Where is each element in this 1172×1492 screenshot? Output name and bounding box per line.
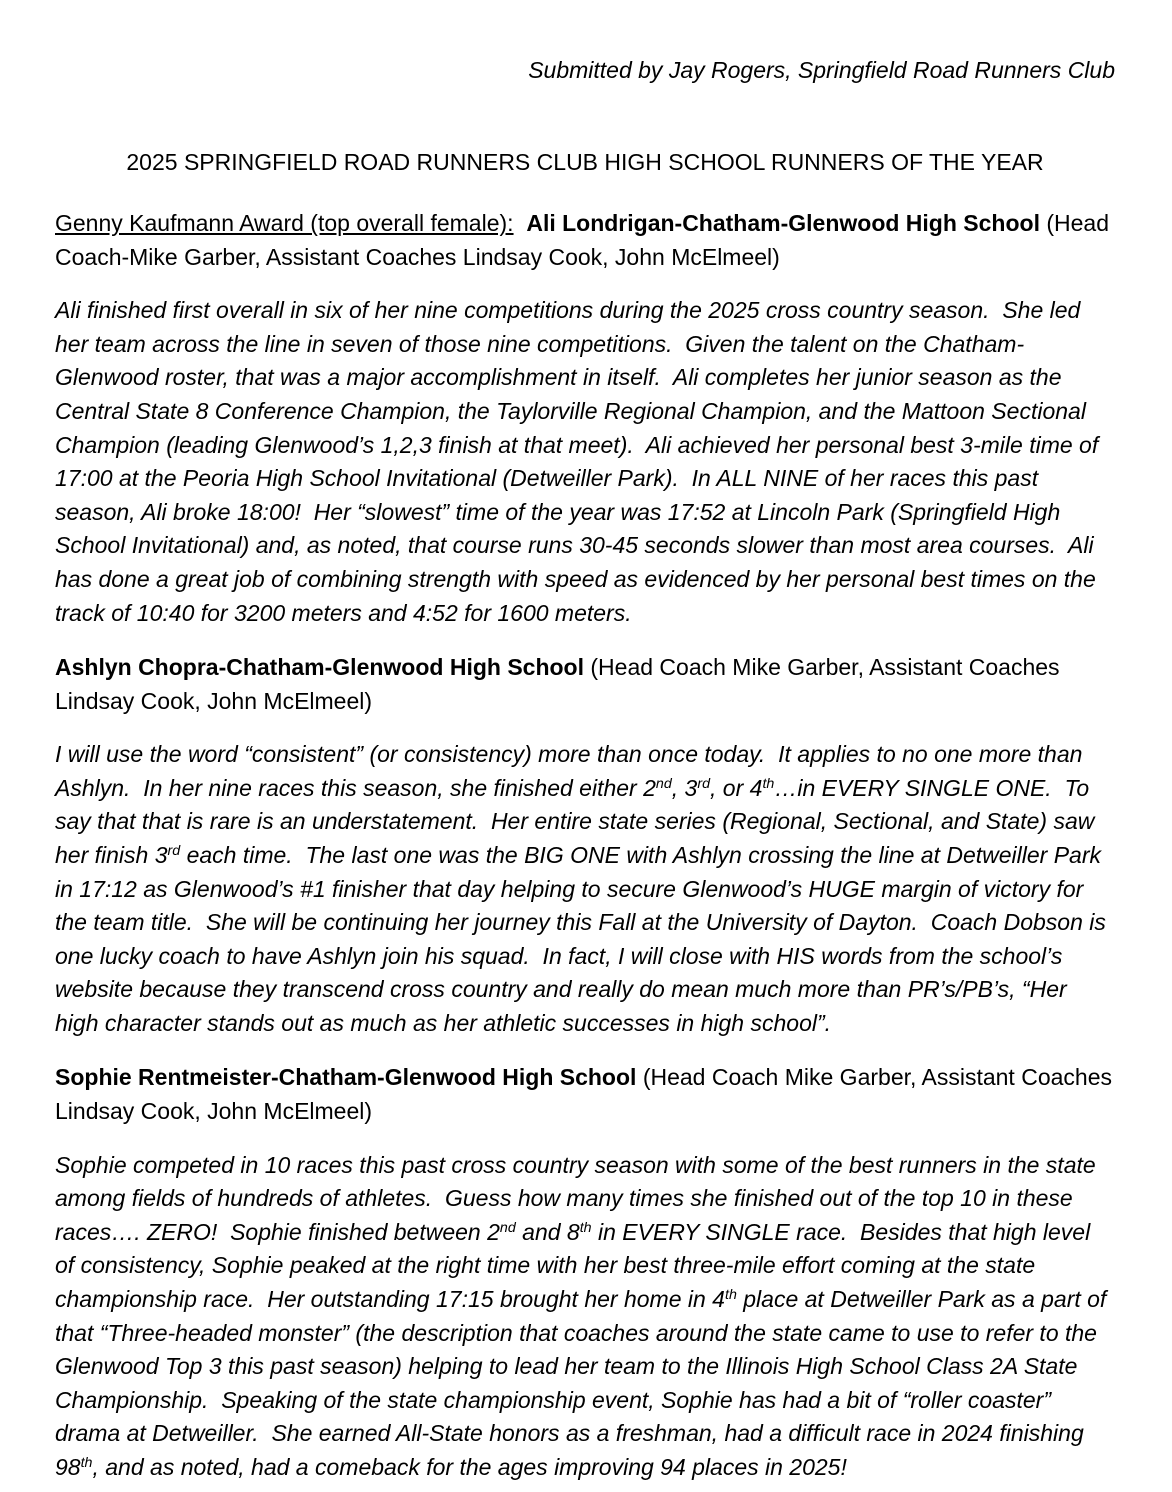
coaches-sophie: (Head Coach Mike Garber, Assistant Coaches Lindsay Cook, John McElmeel)	[55, 1064, 1119, 1125]
section-body-ali: Ali finished first overall in six of her nine competitions during the 2025 cross country season. She led her team across the line in seven of those nine competitions. Given the talent on the Chatham-Glenwood roster, that was a major accomplishment in itself. Ali completes her junior season as the Central State 8 Conference Champion, the Taylorville Regional Champion, and the Mattoon Sectional Champion (leading Glenwood’s 1,2,3 finish at that meet). Ali achieved her personal best 3-mile time of 17:00 at the Peoria High School Invitational (Detweiller Park). In ALL NINE of her races this past season, Ali broke 18:00! Her “slowest” time of the year was 17:52 at Lincoln Park (Springfield High School Invitational) and, as noted, that course runs 30-45 seconds slower than most area courses. Ali has done a great job of combining strength with speed as evidenced by her personal best times on the track of 10:40 for 3200 meters and 4:52 for 1600 meters.	[55, 297, 1105, 626]
coaches-ashlyn: (Head Coach Mike Garber, Assistant Coaches Lindsay Cook, John McElmeel)	[55, 654, 1066, 714]
section-heading-ali	[55, 207, 1115, 274]
section-body-sophie: Sophie competed in 10 races this past cross country season with some of the best runners in the state among fields of hundreds of athletes. Guess how many times she finished out of the top 10 in these races…. ZERO! Sophie finished between 2nd and 8th in EVERY SINGLE race. Besides that high level of consistency, Sophie peaked at the right time with her best three-mile effort coming at the state championship race. Her outstanding 17:15 brought her home in 4th place at Detweiller Park as a part of that “Three-headed monster” (the description that coaches around the state came to use to refer to the Glenwood Top 3 this past season) helping to lead her team to the Illinois High School Class 2A State Championship. Speaking of the state championship event, Sophie has had a bit of “roller coaster” drama at Detweiller. She earned All-State honors as a freshman, had a difficult race in 2024 finishing 98th, and as noted, had a comeback for the ages improving 94 places in 2025!	[55, 1151, 1113, 1480]
section-heading-ashlyn	[55, 651, 1115, 718]
coaches-ali: (Head Coach-Mike Garber, Assistant Coaches Lindsay Cook, John McElmeel)	[55, 210, 1116, 270]
award-label: Genny Kaufmann Award (top overall female):	[55, 210, 514, 237]
section-body-ashlyn: I will use the word “consistent” (or consistency) more than once today. It applies to no one more than Ashlyn. In her nine races this season, she finished either 2nd, 3rd, or 4th…in EVERY SINGLE ONE. To say that that is rare is an understatement. Her entire state series (Regional, Sectional, and State) saw her finish 3rd each time. The last one was the BIG ONE with Ashlyn crossing the line at Detweiller Park in 17:12 as Glenwood’s #1 finisher that day helping to secure Glenwood’s HUGE margin of victory for the team title. She will be continuing her journey this Fall at the University of Dayton. Coach Dobson is one lucky coach to have Ashlyn join his squad. In fact, I will close with HIS words from the school’s website because they transcend cross country and really do mean much more than PR’s/PB’s, “Her high character stands out as much as her athletic successes in high school”.	[55, 741, 1113, 1036]
runner-name-ali: Ali Londrigan-Chatham-Glenwood High School	[526, 210, 1040, 237]
submitted-by-line: Submitted by Jay Rogers, Springfield Road Runners Club	[528, 57, 1115, 83]
runner-name-sophie: Sophie Rentmeister-Chatham-Glenwood High School	[55, 1064, 637, 1091]
page-title: 2025 SPRINGFIELD ROAD RUNNERS CLUB HIGH SCHOOL RUNNERS OF THE YEAR	[126, 148, 1044, 175]
runner-name-ashlyn: Ashlyn Chopra-Chatham-Glenwood High School	[55, 654, 584, 681]
heading-gap	[514, 210, 527, 236]
section-heading-sophie	[55, 1061, 1119, 1128]
